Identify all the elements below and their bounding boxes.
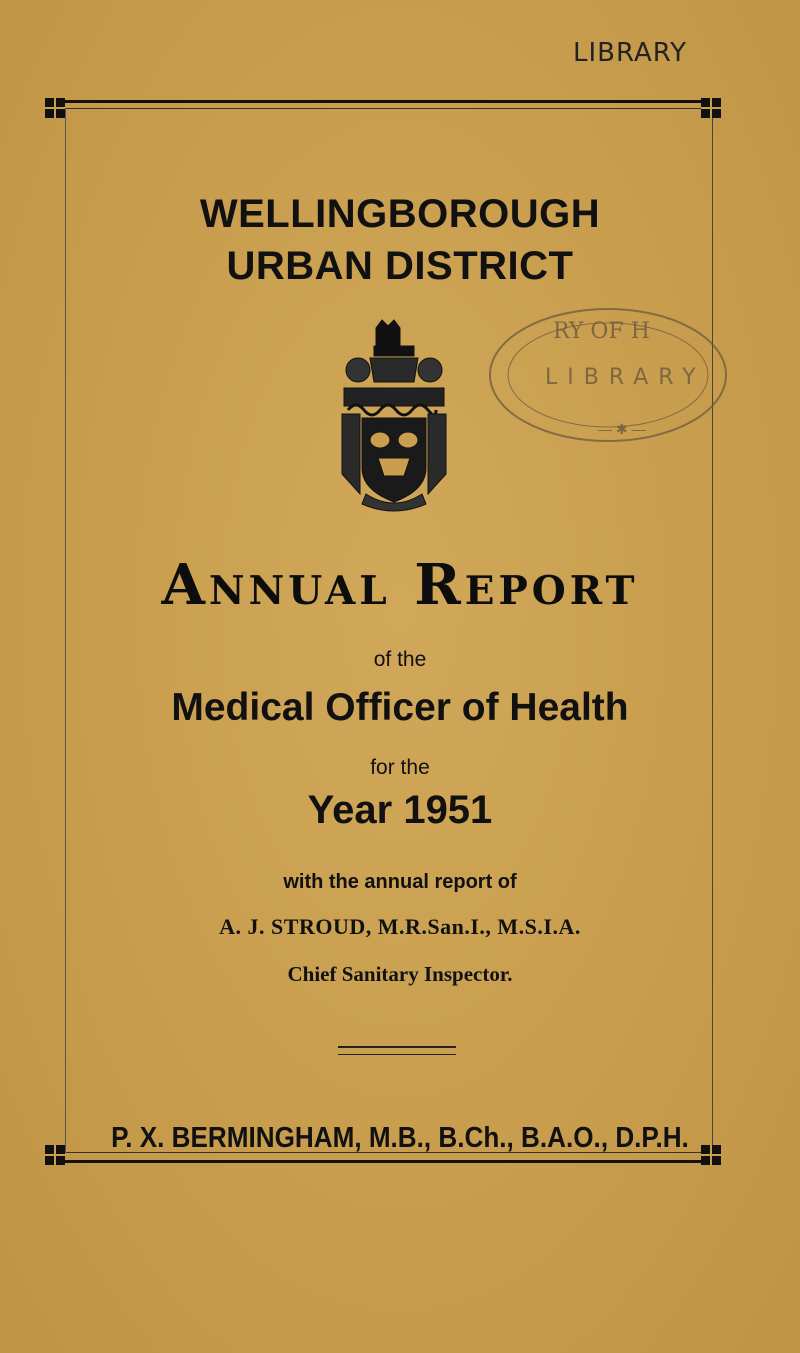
district-name: WELLINGBOROUGH (199, 192, 601, 236)
inspector-title: Chief Sanitary Inspector. (287, 962, 513, 986)
medical-officer-name: P. X. BERMINGHAM, M.B., B.Ch., B.A.O., D.P.H. (111, 1122, 689, 1154)
district-heading (0, 188, 800, 292)
of-the-text: of the (373, 648, 427, 671)
border-corner (701, 98, 721, 118)
library-ownership-stamp (483, 300, 733, 450)
report-title: Annual Report (161, 552, 639, 618)
stamp-top-text: RY OF H (553, 319, 650, 344)
for-the-text: for the (370, 756, 430, 779)
medical-officer-heading: Medical Officer of Health (171, 686, 629, 729)
with-report-text: with the annual report of (283, 871, 517, 893)
report-year: Year 1951 (307, 788, 493, 832)
divider-rule (338, 1046, 456, 1055)
svg-text:— ✱ —: — ✱ — (598, 421, 646, 437)
stamp-middle-text: LIBRARY (545, 365, 706, 390)
library-stamp-top: LIBRARY (572, 38, 688, 68)
coat-of-arms (336, 318, 452, 514)
district-type: URBAN DISTRICT (226, 244, 574, 288)
inspector-name: A. J. STROUD, M.R.San.I., M.S.I.A. (219, 914, 581, 939)
border-corner (45, 98, 65, 118)
